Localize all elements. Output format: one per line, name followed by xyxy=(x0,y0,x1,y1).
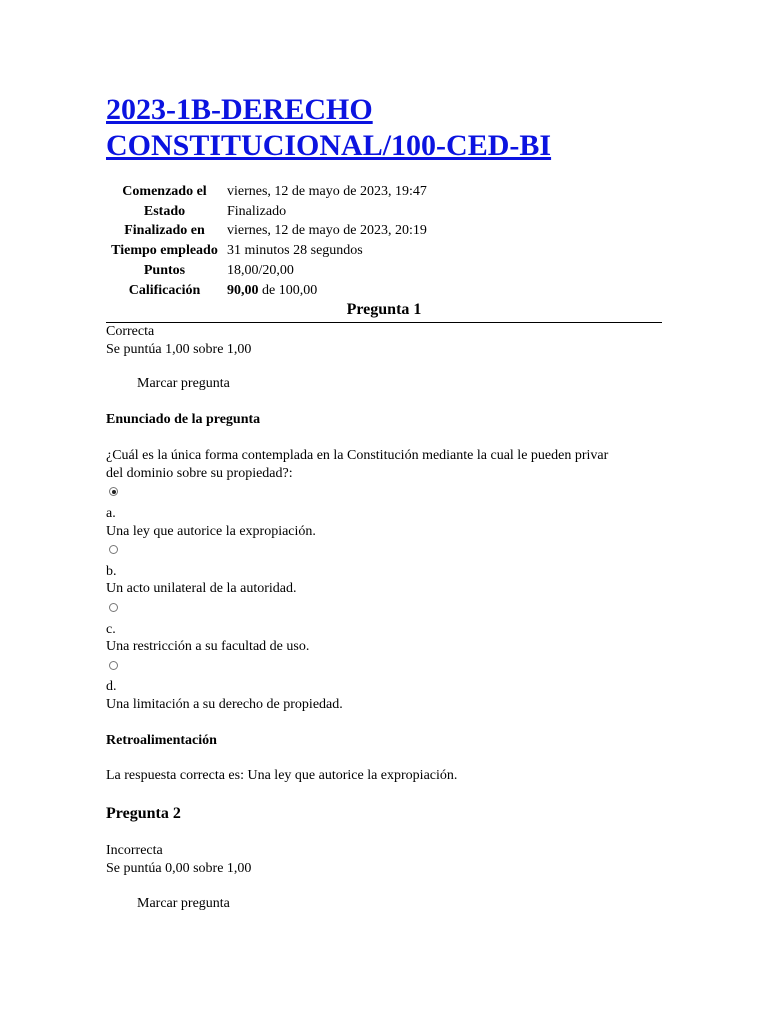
option-a-letter: a. xyxy=(106,506,116,521)
question-2-flag-link[interactable]: Marcar pregunta xyxy=(137,896,230,911)
option-d-radio[interactable] xyxy=(109,661,118,670)
grade-value: 90,00 xyxy=(227,282,259,298)
question-1-statement-line-2: del dominio sobre su propiedad?: xyxy=(106,466,293,481)
option-b-letter: b. xyxy=(106,564,117,579)
question-2-heading: Pregunta 2 xyxy=(106,805,181,822)
summary-label: Calificación xyxy=(128,282,201,298)
option-c-radio[interactable] xyxy=(109,603,118,612)
summary-label: Comenzado el xyxy=(122,184,207,199)
summary-row-started xyxy=(106,182,427,202)
option-d-text: Una limitación a su derecho de propiedad. xyxy=(106,697,343,712)
summary-value: Finalizado xyxy=(227,203,287,219)
question-1-status: Correcta xyxy=(106,324,155,339)
feedback-heading: Retroalimentación xyxy=(106,733,217,748)
summary-label: Finalizado en xyxy=(124,223,205,239)
summary-row-points xyxy=(106,261,427,281)
option-c-letter: c. xyxy=(106,622,116,637)
question-1-heading: Pregunta 1 xyxy=(106,300,662,323)
summary-label: Puntos xyxy=(143,262,186,278)
summary-row-state xyxy=(106,202,427,222)
feedback-text: La respuesta correcta es: Una ley que autorice la expropiación. xyxy=(106,768,458,783)
attempt-summary-table xyxy=(106,182,427,300)
summary-value: 31 minutos 28 segundos xyxy=(227,243,363,259)
question-2-status: Incorrecta xyxy=(106,843,163,858)
option-c-text: Una restricción a su facultad de uso. xyxy=(106,639,310,654)
option-b-radio[interactable] xyxy=(109,545,118,554)
option-a-text: Una ley que autorice la expropiación. xyxy=(106,524,316,539)
question-1-statement-heading: Enunciado de la pregunta xyxy=(106,412,261,427)
grade-max: de 100,00 xyxy=(258,282,318,298)
summary-row-grade xyxy=(106,281,427,301)
option-a-radio[interactable] xyxy=(109,487,118,496)
course-title-link[interactable]: 2023-1B-DERECHO CONSTITUCIONAL/100-CED-BI xyxy=(106,93,552,162)
summary-value: viernes, 12 de mayo de 2023, 20:19 xyxy=(227,223,427,239)
option-b-text: Un acto unilateral de la autoridad. xyxy=(106,581,297,596)
summary-label: Estado xyxy=(143,203,186,219)
option-d-letter: d. xyxy=(106,679,117,694)
summary-value: viernes, 12 de mayo de 2023, 19:47 xyxy=(227,184,427,199)
summary-label: Tiempo empleado xyxy=(111,243,218,259)
summary-value: 18,00/20,00 xyxy=(227,262,294,278)
summary-value xyxy=(227,281,427,301)
summary-row-time-taken xyxy=(106,241,427,261)
summary-row-finished xyxy=(106,221,427,241)
question-1-score: Se puntúa 1,00 sobre 1,00 xyxy=(106,342,252,357)
question-1-flag-link[interactable]: Marcar pregunta xyxy=(137,376,230,391)
question-1-statement-line-1: ¿Cuál es la única forma contemplada en la Constitución mediante la cual le pueden privar xyxy=(106,448,609,463)
question-2-score: Se puntúa 0,00 sobre 1,00 xyxy=(106,861,252,876)
